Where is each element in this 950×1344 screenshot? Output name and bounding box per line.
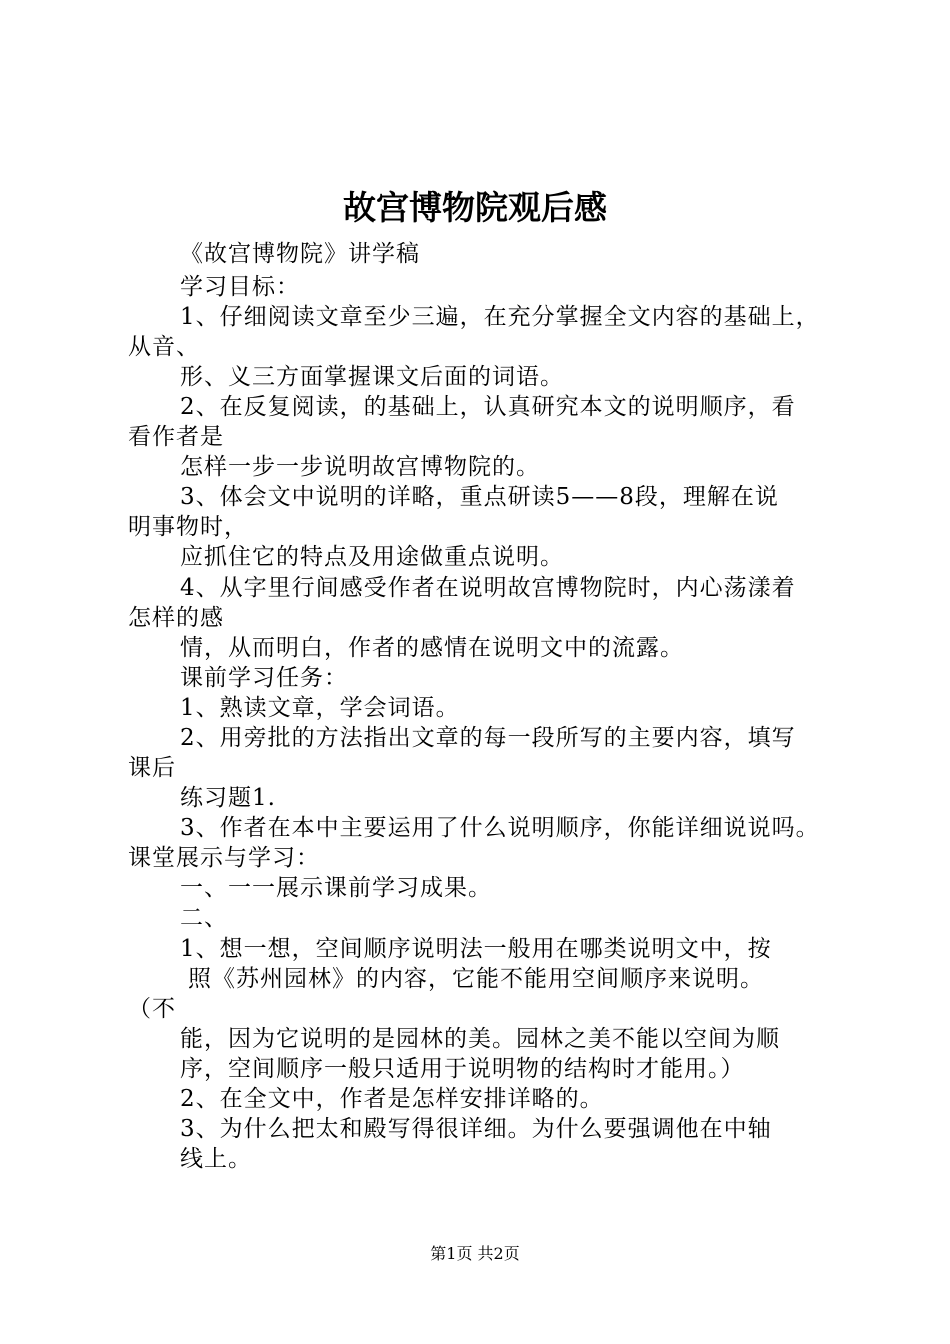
text-line: 照《苏州园林》的内容，它能不能用空间顺序来说明。 xyxy=(188,966,764,992)
text-line: 2、在反复阅读，的基础上，认真研究本文的说明顺序，看 xyxy=(180,394,796,420)
text-line: 练习题1. xyxy=(180,785,276,811)
text-line: 2、用旁批的方法指出文章的每一段所写的主要内容，填写 xyxy=(180,725,796,751)
text-line: 3、体会文中说明的详略，重点研读5——8段，理解在说 xyxy=(180,484,779,510)
document-title: 故宫博物院观后感 xyxy=(343,188,607,227)
text-line: 1、想一想，空间顺序说明法一般用在哪类说明文中，按 xyxy=(180,936,772,962)
text-line: 学习目标： xyxy=(180,274,300,300)
text-line: 怎样一步一步说明故宫博物院的。 xyxy=(180,454,540,480)
text-line: 形、义三方面掌握课文后面的词语。 xyxy=(180,364,564,390)
text-line: 《故宫博物院》讲学稿 xyxy=(180,241,420,267)
text-line: 2、在全文中，作者是怎样安排详略的。 xyxy=(180,1086,604,1112)
text-line: 一、一一展示课前学习成果。 xyxy=(180,875,492,901)
text-line: 线上。 xyxy=(180,1146,252,1172)
text-line: 3、作者在本中主要运用了什么说明顺序，你能详细说说吗。 xyxy=(180,815,820,841)
text-line: 序，空间顺序一般只适用于说明物的结构时才能用。） xyxy=(180,1056,745,1082)
text-line: 课前学习任务： xyxy=(180,665,348,691)
page-number-footer: 第1页 共2页 xyxy=(430,1244,520,1263)
text-line: 4、从字里行间感受作者在说明故宫博物院时，内心荡漾着 xyxy=(180,575,796,601)
text-line: 看作者是 xyxy=(128,424,224,450)
text-line: 能，因为它说明的是园林的美。园林之美不能以空间为顺 xyxy=(180,1026,780,1052)
text-line: 1、仔细阅读文章至少三遍，在充分掌握全文内容的基础上， xyxy=(180,304,820,330)
text-line: 课堂展示与学习： xyxy=(128,845,320,871)
text-line: 明事物时， xyxy=(128,514,248,540)
text-line: 怎样的感 xyxy=(128,605,224,631)
text-line: 应抓住它的特点及用途做重点说明。 xyxy=(180,544,564,570)
text-line: 从音、 xyxy=(128,334,200,360)
text-line: （不 xyxy=(128,996,176,1022)
text-line: 3、为什么把太和殿写得很详细。为什么要强调他在中轴 xyxy=(180,1116,772,1142)
text-line: 1、熟读文章，学会词语。 xyxy=(180,695,460,721)
text-line: 课后 xyxy=(128,755,176,781)
text-line: 二、 xyxy=(180,905,228,931)
text-line: 情，从而明白，作者的感情在说明文中的流露。 xyxy=(180,635,684,661)
